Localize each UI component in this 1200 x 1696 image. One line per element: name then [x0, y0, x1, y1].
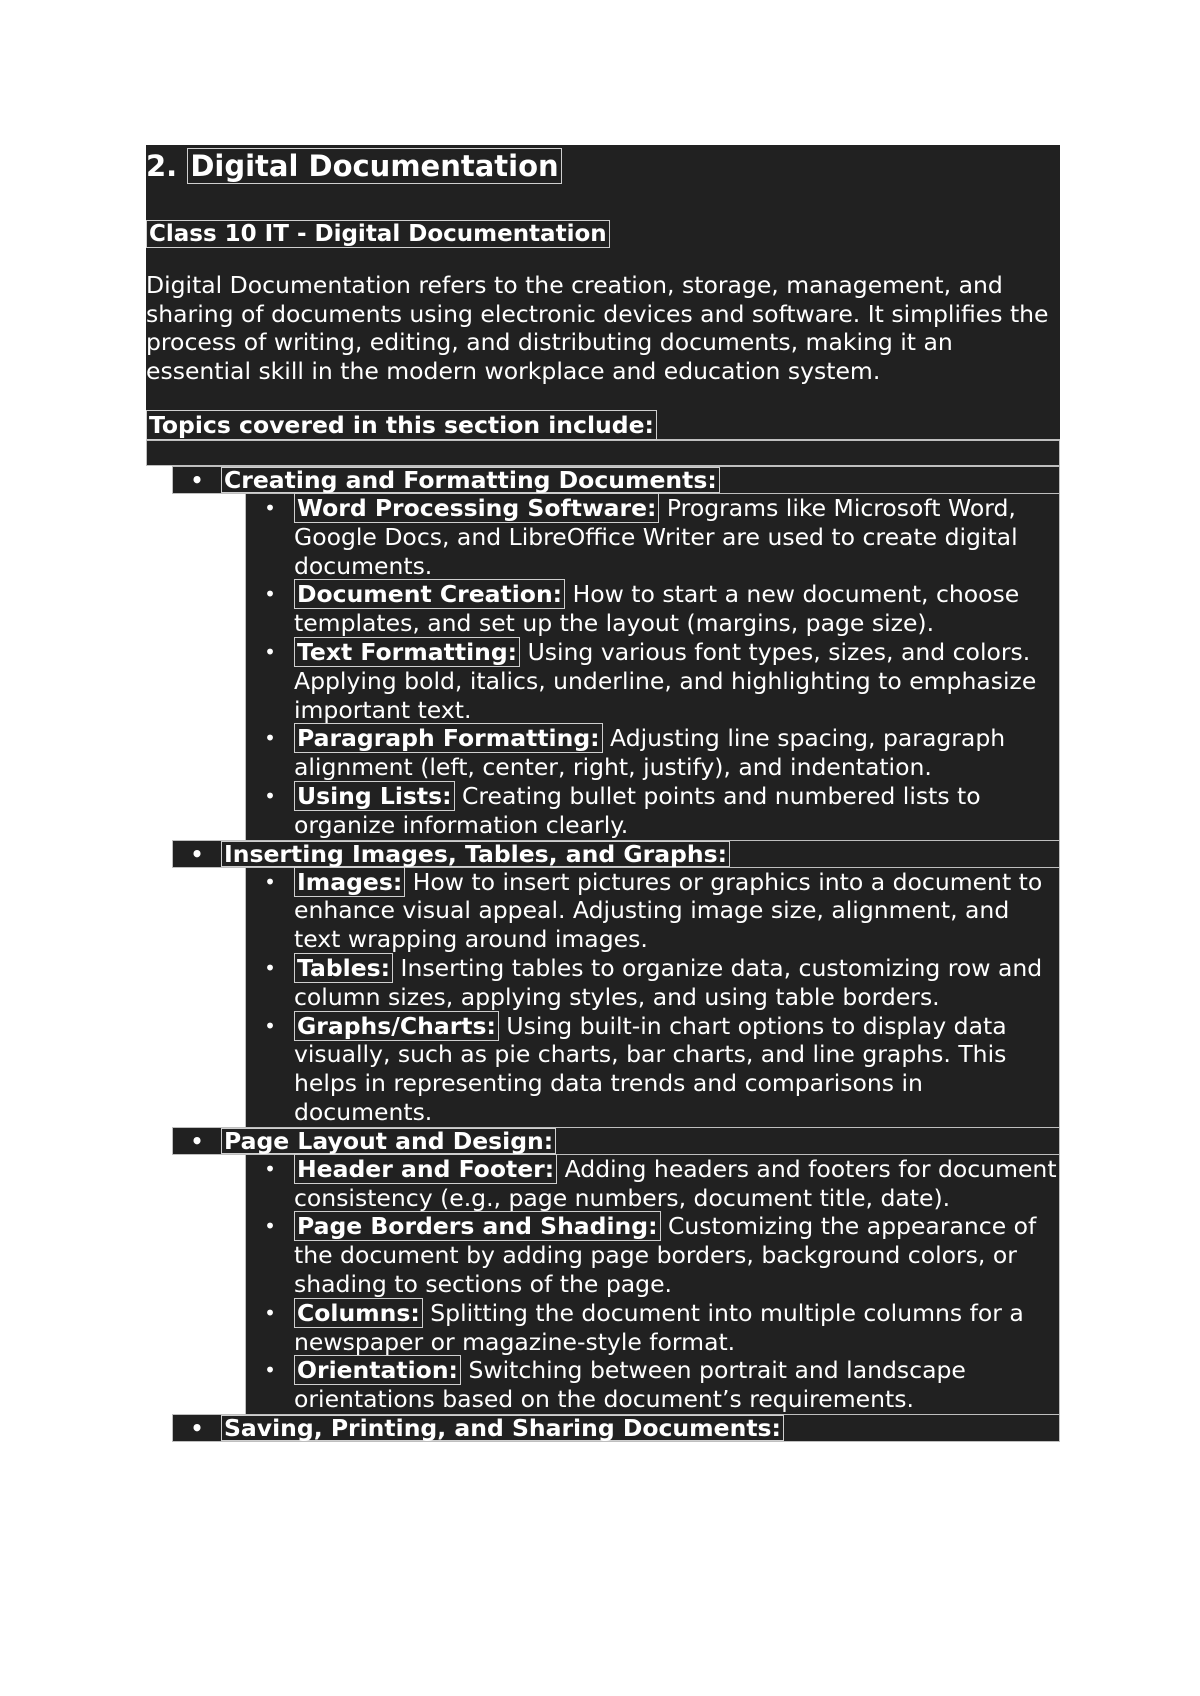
- list-item-content: [294, 494, 1059, 580]
- subtopic-list: [245, 494, 1060, 840]
- topic-section: [172, 1414, 1060, 1442]
- bullet-icon: •: [264, 869, 276, 894]
- list-item-term: Header and Footer:: [294, 1154, 557, 1184]
- topic-section: [172, 466, 1060, 494]
- bullet-icon: •: [264, 639, 276, 664]
- section-title: Digital Documentation: [187, 148, 561, 184]
- list-item-text: How to start a new document, choose templates, and set up the layout (margins, page size).: [294, 580, 1020, 638]
- list-item-text: Customizing the appearance of the document by adding page borders, background colors, or shading to sections of the page.: [294, 1212, 1037, 1298]
- list-item: [246, 580, 1059, 638]
- list-item-content: [294, 782, 1059, 840]
- bullet-icon: •: [264, 783, 276, 808]
- list-item-content: [294, 1155, 1059, 1213]
- bullet-icon: •: [264, 1156, 276, 1181]
- list-item-term: Page Borders and Shading:: [294, 1211, 661, 1241]
- bullet-icon: •: [264, 496, 276, 520]
- topic-section: [172, 1127, 1060, 1155]
- bullet-icon: •: [190, 468, 204, 492]
- list-item-term: Graphs/Charts:: [294, 1011, 499, 1041]
- list-item-text: Programs like Microsoft Word, Google Docs, and LibreOffice Writer are used to create digital documents.: [294, 494, 1018, 580]
- intro-paragraph: Digital Documentation refers to the creation, storage, management, and sharing of documents using electronic devices and software. It simplifies the process of writing, editing, and distributing documents, making it an essential skill in the modern workplace and education system.: [146, 271, 1060, 411]
- bullet-icon: •: [264, 726, 276, 751]
- section-number: 2.: [146, 149, 178, 183]
- list-item-term: Word Processing Software:: [294, 493, 659, 523]
- list-item-term: Paragraph Formatting:: [294, 723, 603, 753]
- bullet-icon: •: [264, 582, 276, 607]
- spacer-row: [146, 440, 1060, 466]
- list-item-content: [294, 1356, 1059, 1414]
- list-item: [246, 954, 1059, 1012]
- list-item-text: Switching between portrait and landscape orientations based on the document’s requirements.: [294, 1356, 966, 1414]
- topic-section-title: Creating and Formatting Documents:: [221, 467, 720, 493]
- list-item-content: [294, 1212, 1059, 1298]
- list-item-text: Inserting tables to organize data, customizing row and column sizes, applying styles, and using table borders.: [294, 953, 1043, 1011]
- list-item-content: [294, 954, 1059, 1012]
- list-item-content: [294, 724, 1059, 782]
- list-item-content: [294, 580, 1059, 638]
- page-subtitle: Class 10 IT - Digital Documentation: [146, 213, 1060, 271]
- list-item-content: [294, 1299, 1059, 1357]
- list-item-text: Adjusting line spacing, paragraph alignment (left, center, right, justify), and indentation.: [294, 724, 1006, 782]
- subtopic-list: [245, 868, 1060, 1127]
- list-item: [246, 868, 1059, 954]
- bullet-icon: •: [264, 1214, 276, 1239]
- list-item-term: Tables:: [294, 953, 393, 983]
- topic-section-title: Saving, Printing, and Sharing Documents:: [221, 1415, 784, 1441]
- topics-label: Topics covered in this section include:: [146, 411, 1060, 440]
- list-item-text: Using built-in chart options to display data visually, such as pie charts, bar charts, and line graphs. This helps in representing data trends and comparisons in documents.: [294, 1011, 1007, 1126]
- bullet-icon: •: [264, 1013, 276, 1038]
- list-item-term: Orientation:: [294, 1355, 461, 1385]
- list-item-term: Document Creation:: [294, 579, 565, 609]
- bullet-icon: •: [264, 1358, 276, 1383]
- list-item: [246, 1299, 1059, 1357]
- list-item: [246, 1356, 1059, 1414]
- topic-section-title: Inserting Images, Tables, and Graphs:: [221, 841, 730, 867]
- subtopic-list: [245, 1155, 1060, 1414]
- bullet-icon: •: [264, 955, 276, 980]
- bullet-icon: •: [190, 1415, 204, 1440]
- list-item: [246, 724, 1059, 782]
- topic-section: [172, 840, 1060, 868]
- list-item-content: [294, 1012, 1059, 1127]
- list-item-text: Creating bullet points and numbered lists to organize information clearly.: [294, 781, 981, 839]
- list-item-term: Images:: [294, 867, 405, 897]
- list-item-text: Splitting the document into multiple columns for a newspaper or magazine-style format.: [294, 1298, 1024, 1356]
- list-item-text: Using various font types, sizes, and colors. Applying bold, italics, underline, and highlighting to emphasize important text.: [294, 637, 1037, 724]
- list-item-text: How to insert pictures or graphics into a document to enhance visual appeal. Adjusting image size, alignment, and text wrapping around images.: [294, 867, 1043, 954]
- list-item-term: Text Formatting:: [294, 637, 520, 667]
- bullet-icon: •: [190, 1128, 204, 1153]
- list-item-content: [294, 638, 1059, 724]
- topic-section-title: Page Layout and Design:: [221, 1128, 556, 1154]
- list-item: [246, 1155, 1059, 1213]
- list-item: [246, 1212, 1059, 1298]
- list-item-term: Using Lists:: [294, 781, 455, 811]
- bullet-icon: •: [264, 1300, 276, 1325]
- topic-list: [146, 466, 1060, 1442]
- list-item: [246, 638, 1059, 724]
- list-item: [246, 782, 1059, 840]
- list-item-content: [294, 868, 1059, 954]
- list-item: [246, 494, 1059, 580]
- list-item: [246, 1012, 1059, 1127]
- bullet-icon: •: [190, 841, 204, 866]
- list-item-term: Columns:: [294, 1298, 423, 1328]
- page-title: [146, 145, 1060, 213]
- document-body: [146, 145, 1060, 1442]
- list-item-text: Adding headers and footers for document consistency (e.g., page numbers, document title, date).: [294, 1154, 1057, 1212]
